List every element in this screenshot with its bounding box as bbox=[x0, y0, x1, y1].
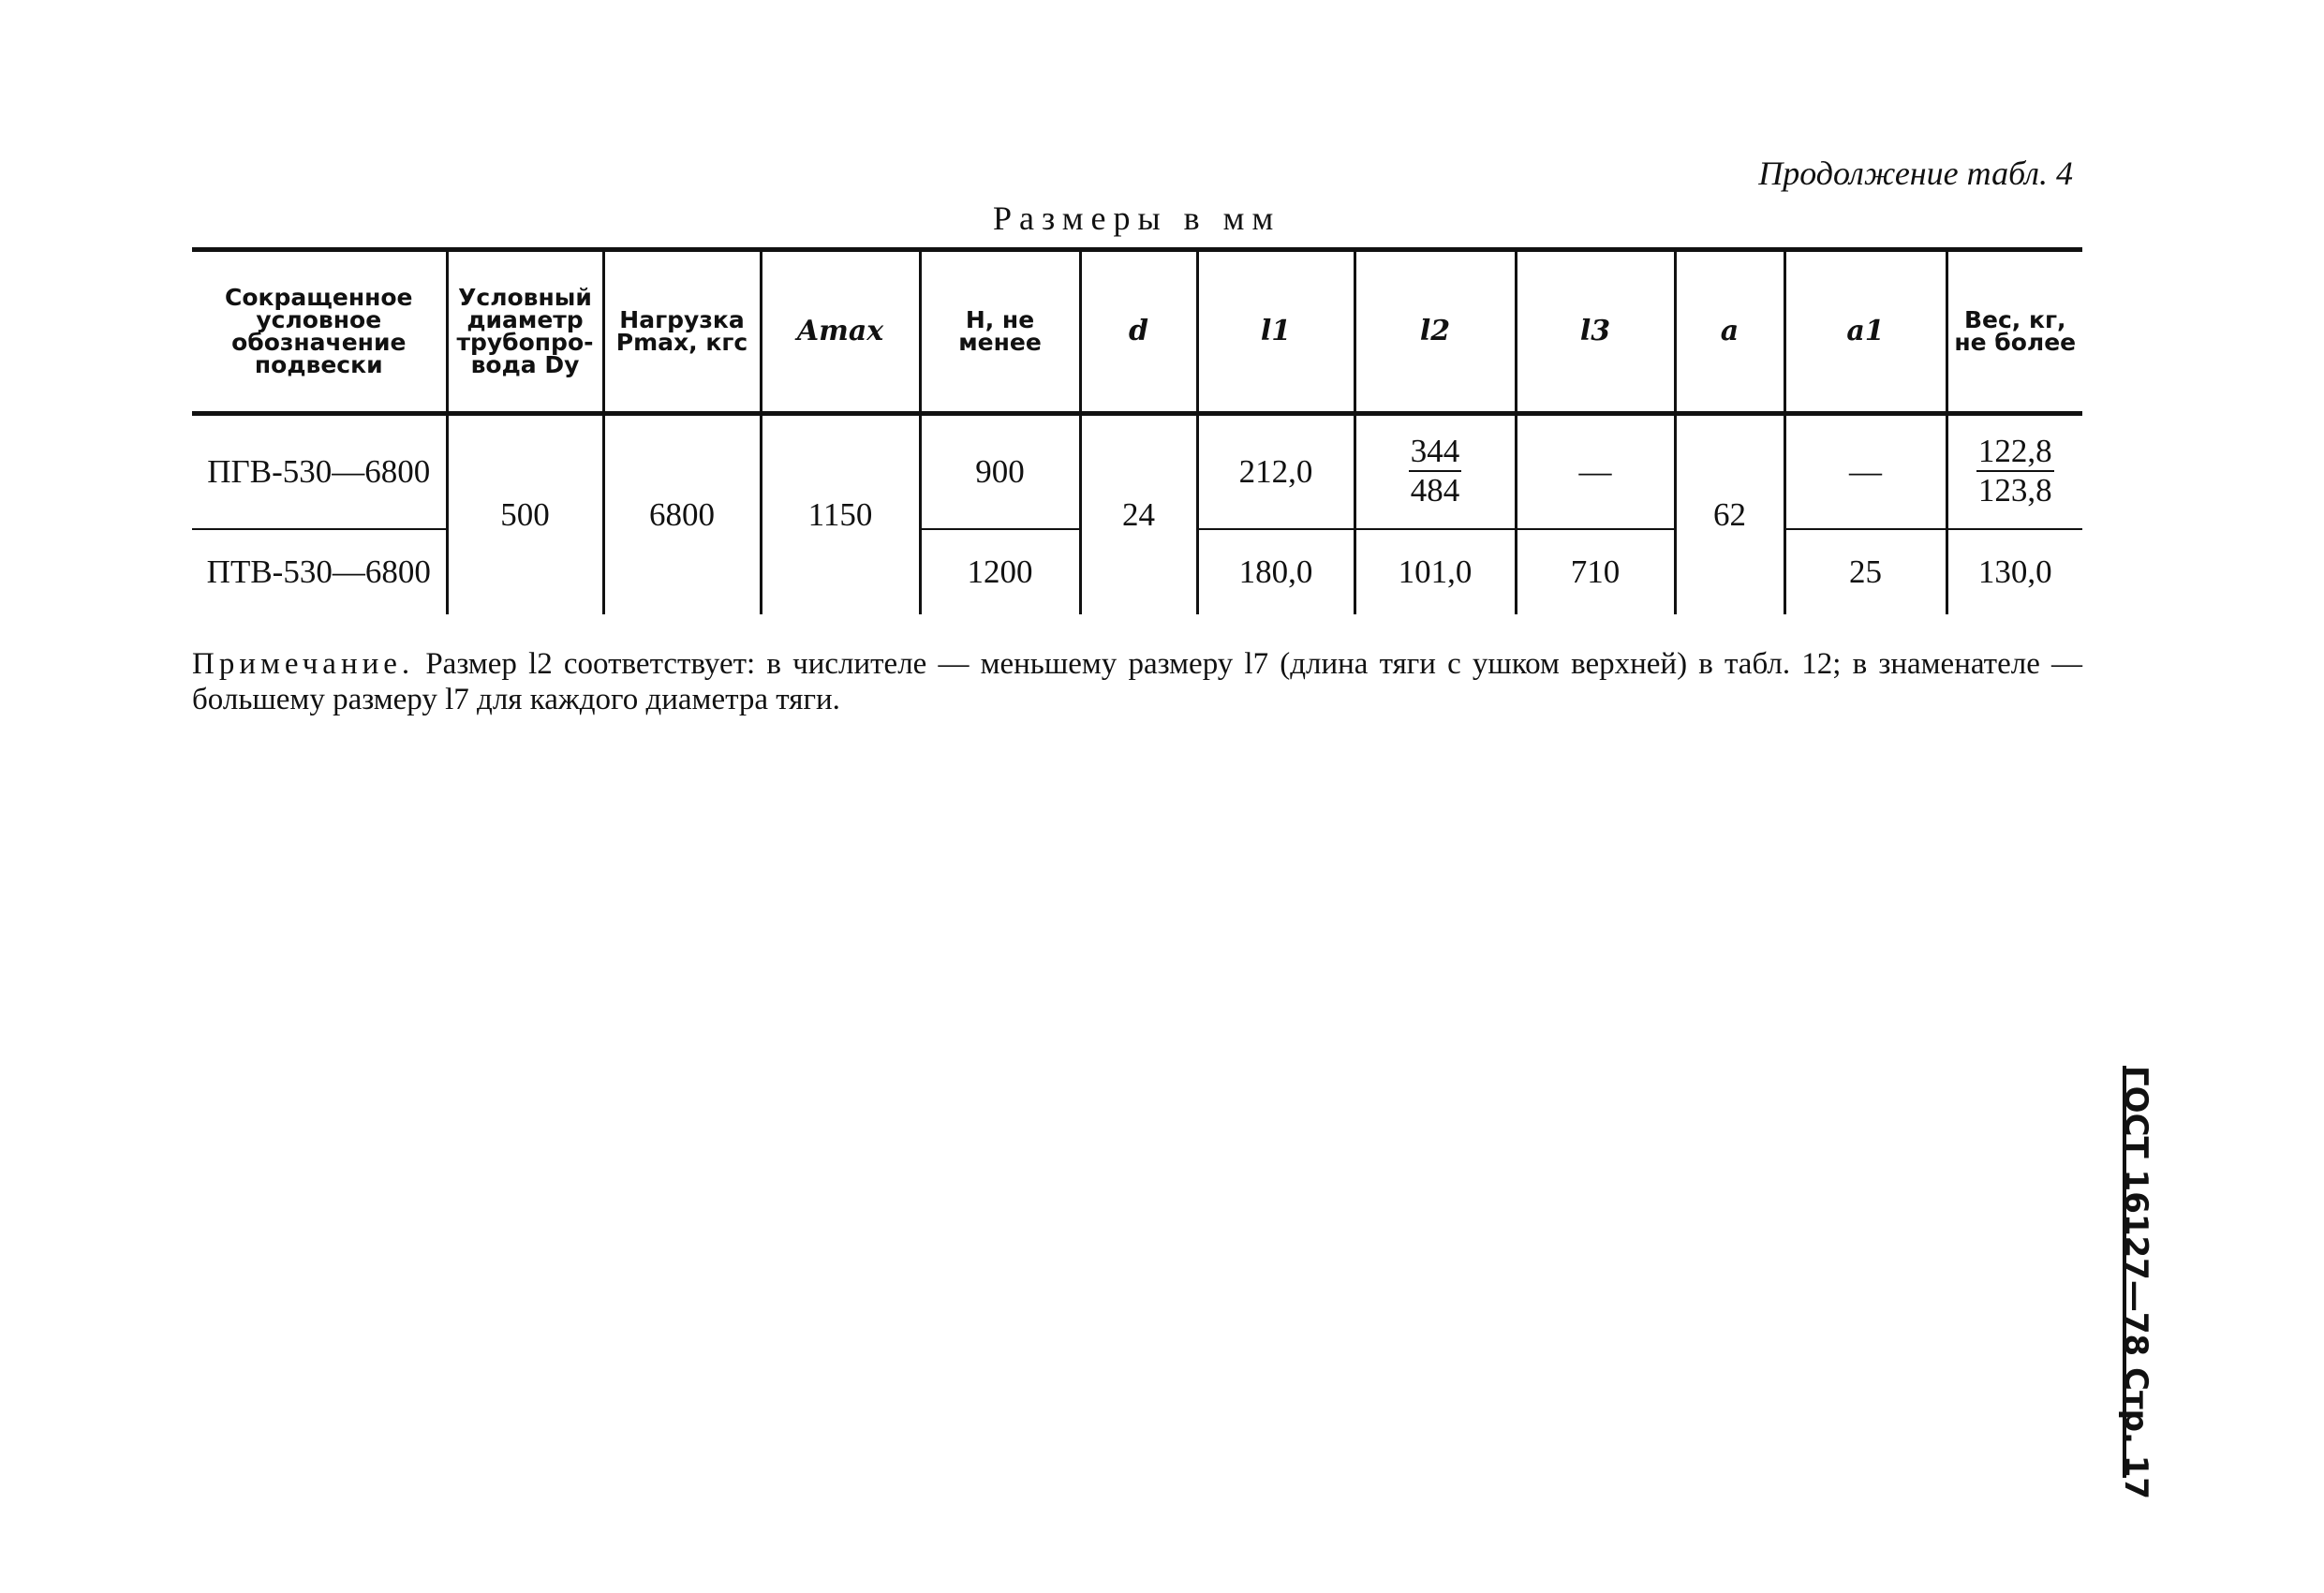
header-amax: Amax bbox=[761, 250, 920, 414]
units-caption: Размеры в мм bbox=[993, 199, 1281, 237]
note-label: Примечание. bbox=[192, 647, 415, 681]
fraction bbox=[1409, 435, 1462, 508]
header-diameter: Условный диаметр трубопро- вода Dу bbox=[447, 250, 603, 414]
dimensions-table bbox=[192, 247, 2082, 614]
page-footer-vertical bbox=[2108, 1066, 2183, 1500]
standard-page-reference: ГОСТ 16127—78 Стр. 17 bbox=[2117, 1066, 2154, 1500]
cell-h: 1200 bbox=[920, 529, 1080, 614]
cell-l2: 101,0 bbox=[1354, 529, 1516, 614]
header-l1: l1 bbox=[1197, 250, 1354, 414]
cell-l1: 212,0 bbox=[1197, 414, 1354, 530]
cell-a: 62 bbox=[1675, 414, 1784, 615]
cell-l3: — bbox=[1516, 414, 1675, 530]
fraction-denominator: 484 bbox=[1410, 472, 1460, 509]
header-l2: l2 bbox=[1354, 250, 1516, 414]
cell-h: 900 bbox=[920, 414, 1080, 530]
header-weight: Вес, кг, не более bbox=[1947, 250, 2082, 414]
cell-l3: 710 bbox=[1516, 529, 1675, 614]
header-load: Нагрузка Pmax, кгс bbox=[603, 250, 761, 414]
cell-a1: 25 bbox=[1784, 529, 1947, 614]
cell-designation: ПТВ-530—6800 bbox=[206, 553, 431, 590]
header-d: d bbox=[1080, 250, 1197, 414]
cell-l1: 180,0 bbox=[1197, 529, 1354, 614]
header-l3: l3 bbox=[1516, 250, 1675, 414]
cell-d: 24 bbox=[1080, 414, 1197, 615]
cell-l2 bbox=[1354, 414, 1516, 530]
cell-amax: 1150 bbox=[761, 414, 920, 615]
cell-a1: — bbox=[1784, 414, 1947, 530]
header-a1: a1 bbox=[1784, 250, 1947, 414]
cell-weight: 130,0 bbox=[1947, 529, 2082, 614]
table-note bbox=[192, 646, 2082, 717]
note-text: Размер l2 соответствует: в числителе — меньшему размеру l7 (длина тяги с ушком верхней) в табл. 12; в знаменателе — большему размеру l7 для каждого диаметра тяги. bbox=[192, 647, 2082, 716]
cell-diameter: 500 bbox=[447, 414, 603, 615]
header-h: H, не менее bbox=[920, 250, 1080, 414]
fraction-denominator: 123,8 bbox=[1977, 472, 2052, 509]
table-row bbox=[192, 414, 2082, 530]
cell-weight bbox=[1947, 414, 2082, 530]
cell-load: 6800 bbox=[603, 414, 761, 615]
fraction bbox=[1976, 435, 2054, 508]
fraction-numerator: 344 bbox=[1409, 435, 1462, 472]
header-a: a bbox=[1675, 250, 1784, 414]
header-designation: Сокращенное условное обозначение подвески bbox=[192, 250, 447, 414]
cell-designation: ПГВ-530—6800 bbox=[192, 414, 447, 530]
fraction-numerator: 122,8 bbox=[1976, 435, 2054, 472]
continuation-label: Продолжение табл. 4 bbox=[1758, 155, 2073, 192]
